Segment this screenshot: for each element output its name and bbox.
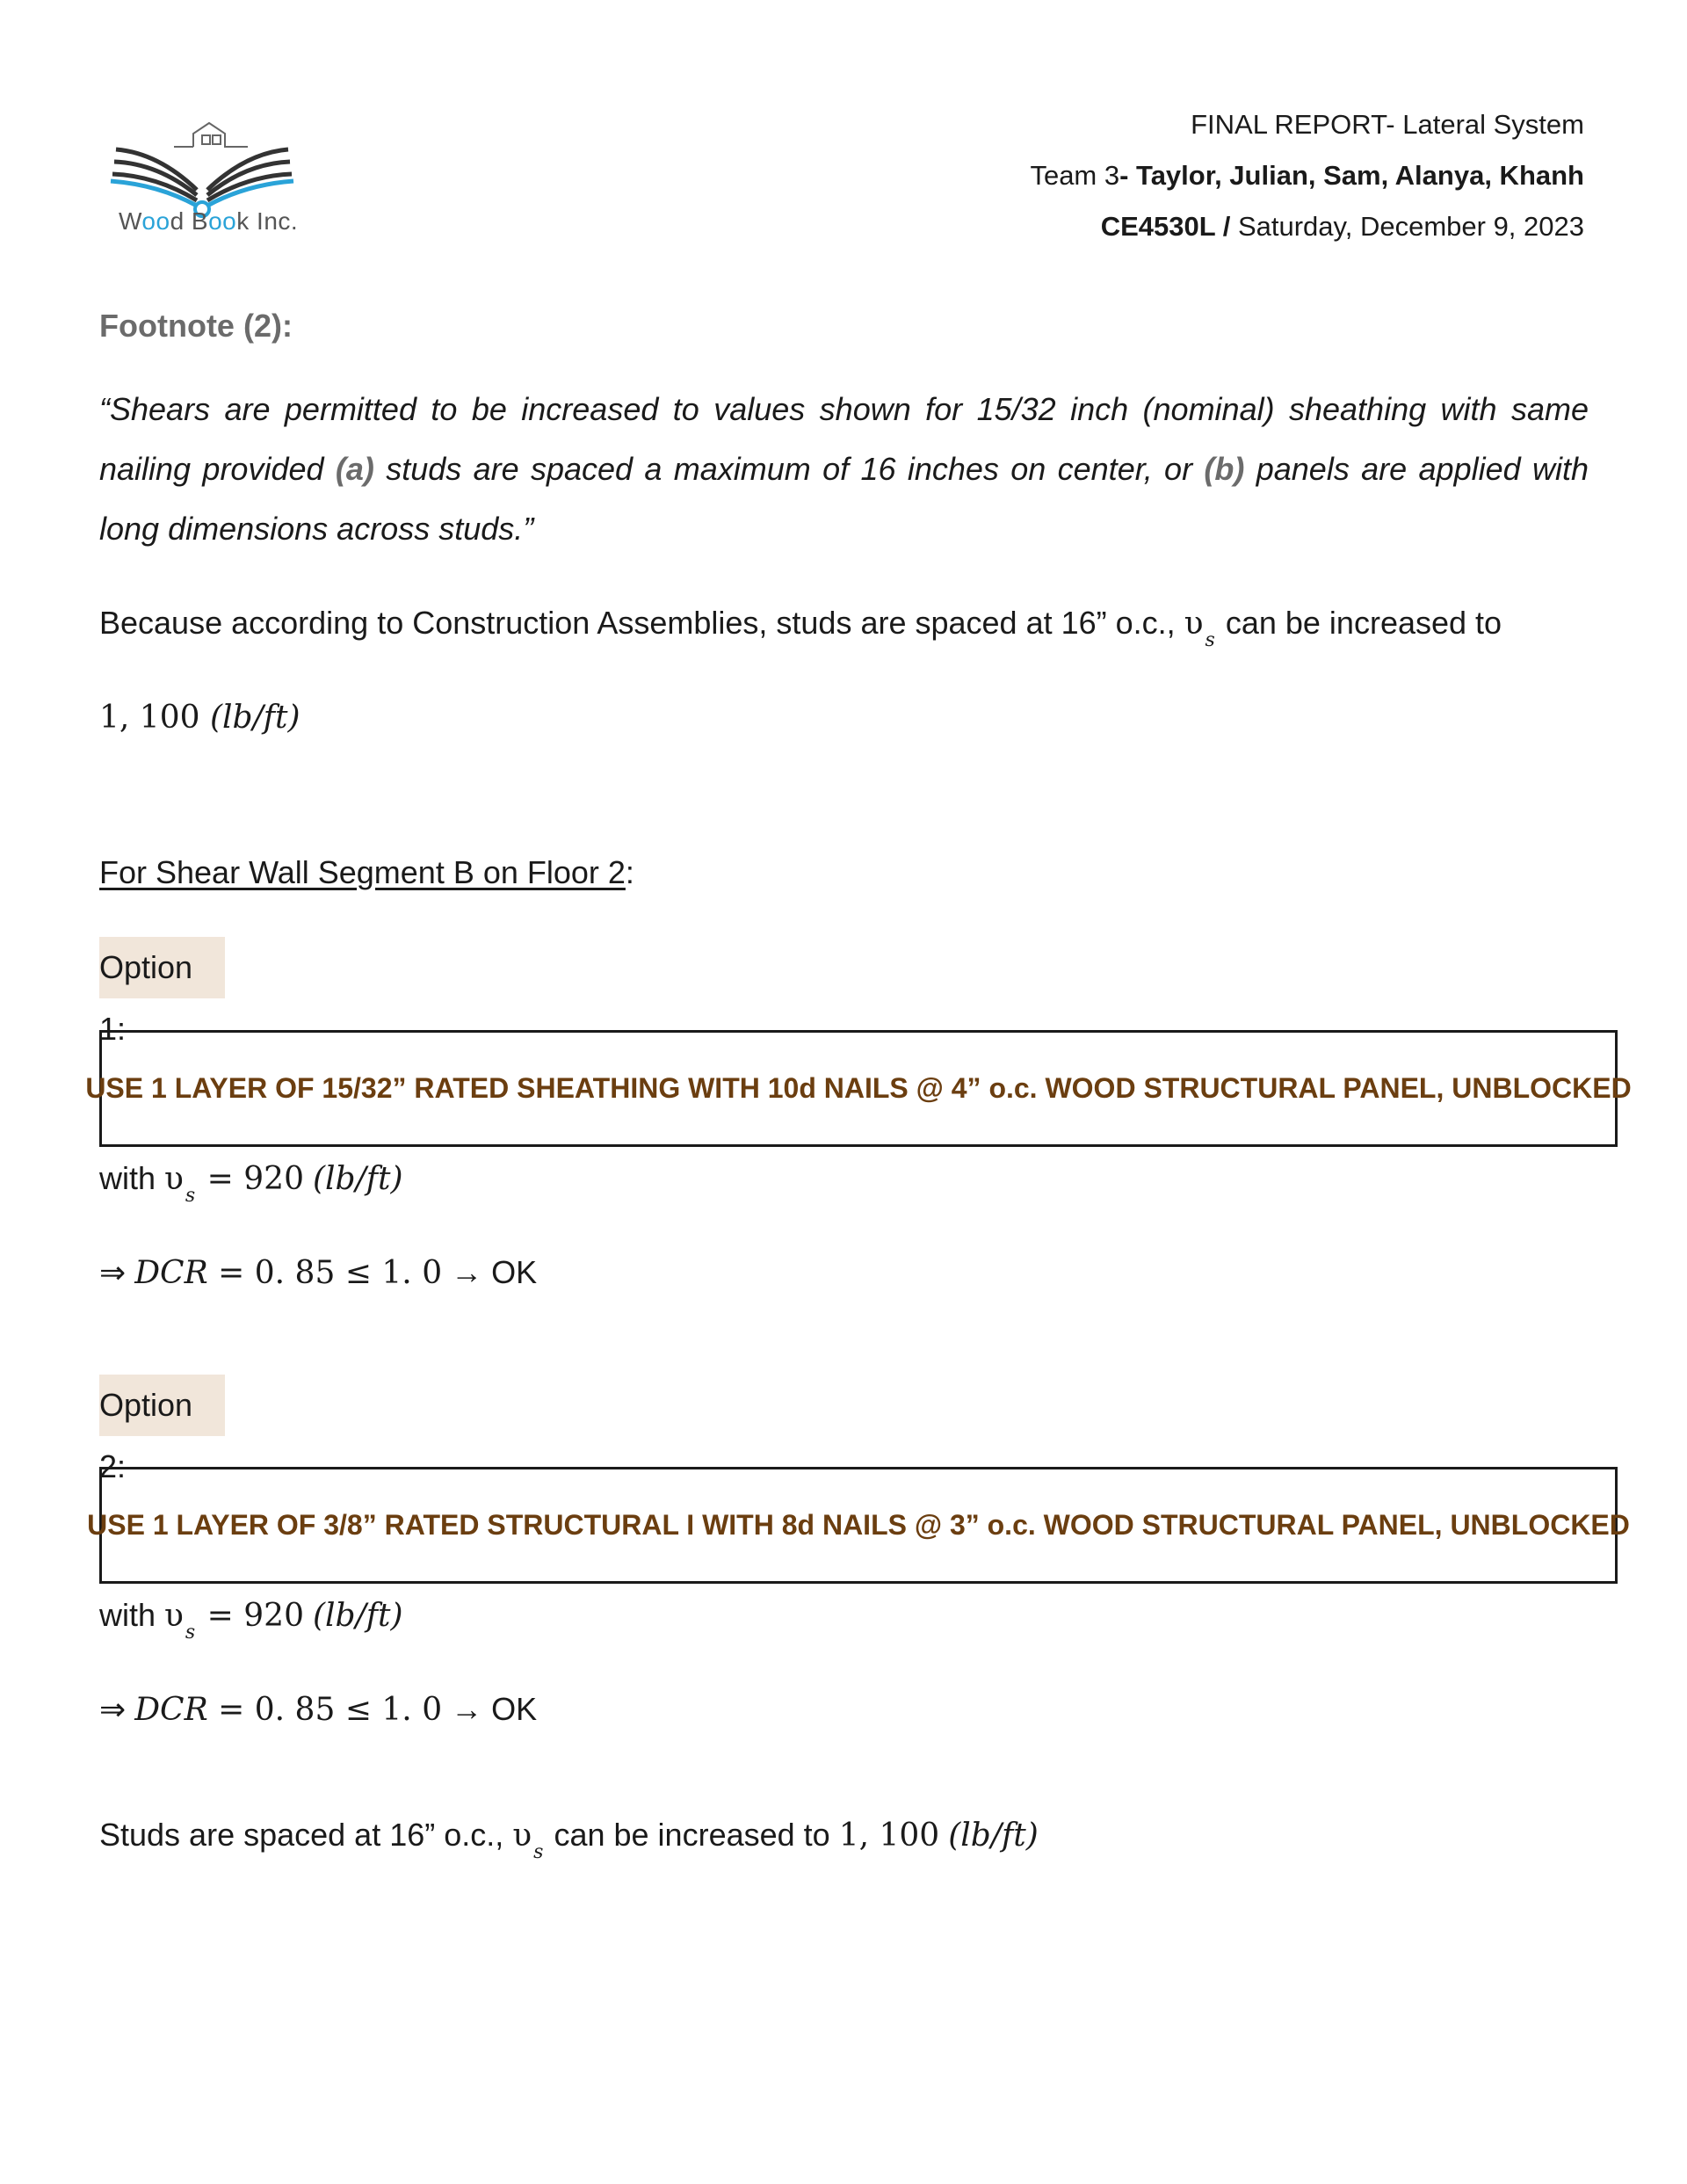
option-2-label: Option 2: [99, 1375, 225, 1436]
option-2-dcr-line: ⇒ DCR = 0. 85 ≤ 1. 0 → OK [99, 1691, 538, 1728]
marker-b: (b) [1204, 451, 1245, 487]
because-line: Because according to Construction Assemblies, studs are spaced at 16” o.c., $\upsilon_s$ can be increased to [99, 605, 1502, 651]
footnote-quote: “Shears are permitted to be increased to values shown for 15/32 inch (nominal) sheathing with same nailing provided (a) studs are spaced a maximum of 16 inches on center, or (b) panels are applied with long dimensions across studs.” [99, 391, 1589, 547]
segment-heading: For Shear Wall Segment B on Floor 2: [99, 854, 634, 890]
team-line: Team 3- Taylor, Julian, Sam, Alanya, Khanh [1030, 160, 1584, 191]
option-2-with-line: with $\upsilon_s = 920$ (lb/ft) [99, 1597, 403, 1643]
footnote-title: Footnote (2): [99, 308, 293, 344]
option-1-dcr-line: ⇒ DCR = 0. 85 ≤ 1. 0 → OK [99, 1254, 538, 1291]
report-title: FINAL REPORT- Lateral System [1191, 109, 1584, 140]
option-1-label: Option 1: [99, 937, 225, 998]
option-1-with-line: with $\upsilon_s = 920$ (lb/ft) [99, 1160, 403, 1207]
course-date-line: CE4530L / Saturday, December 9, 2023 [1100, 211, 1584, 242]
logo-wordmark: Wood Book Inc. [119, 207, 299, 235]
because-value: 1, 100 (lb/ft) [99, 700, 300, 736]
closing-line: Studs are spaced at 16” o.c., $\upsilon_s$ can be increased to 1, 100 (lb/ft) [99, 1817, 1039, 1863]
marker-a: (a) [335, 451, 374, 487]
option-2-box: USE 1 LAYER OF 3/8” RATED STRUCTURAL I WITH 8d NAILS @ 3” o.c. WOOD STRUCTURAL PANEL, UNBLOCKED [99, 1467, 1618, 1584]
option-1-box: USE 1 LAYER OF 15/32” RATED SHEATHING WITH 10d NAILS @ 4” o.c. WOOD STRUCTURAL PANEL, UNBLOCKED [99, 1030, 1618, 1147]
